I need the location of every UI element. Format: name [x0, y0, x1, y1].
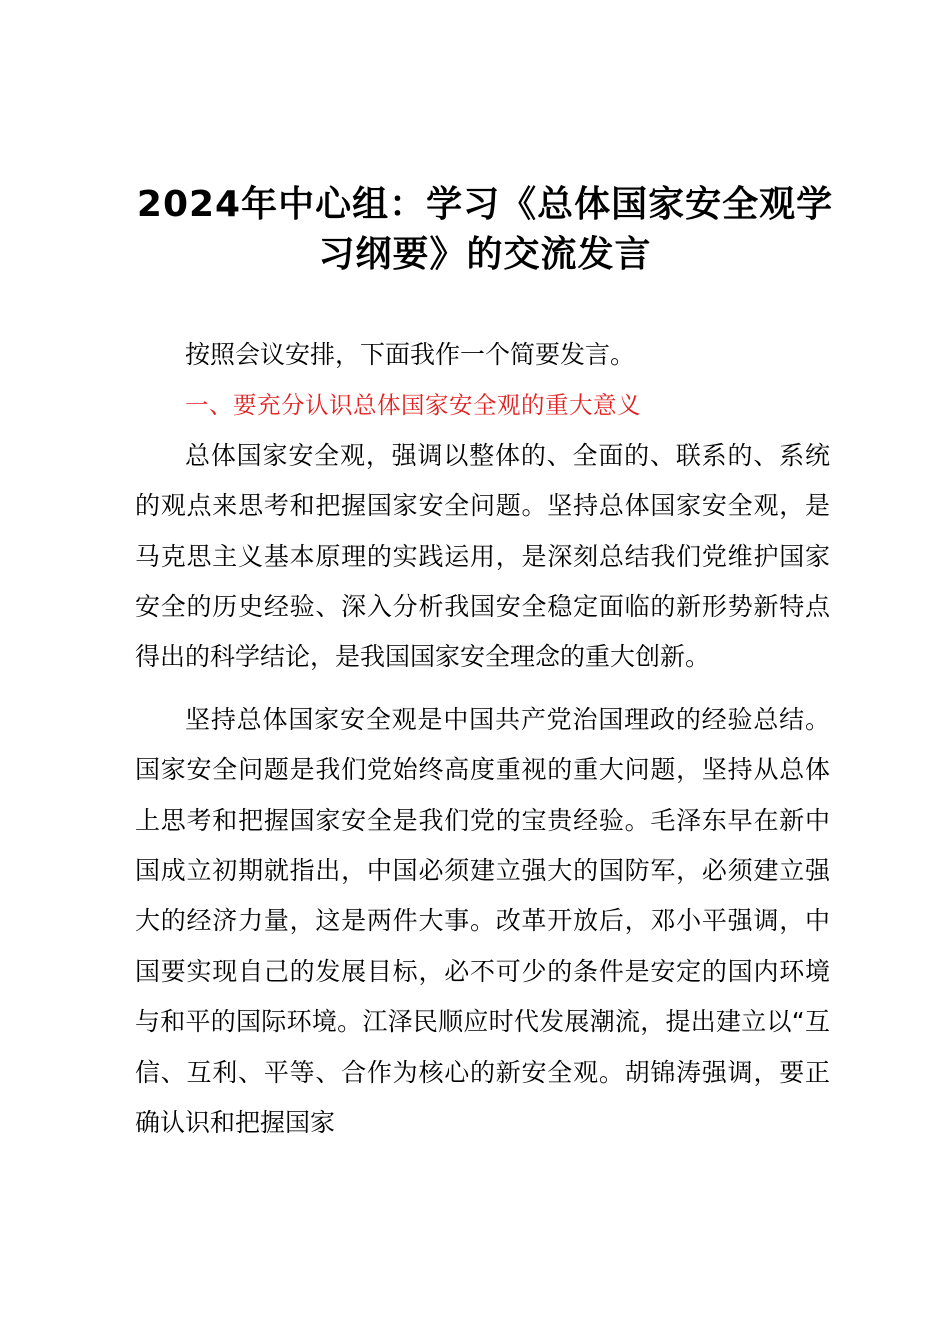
- body-paragraph-2: 坚持总体国家安全观是中国共产党治国理政的经验总结。国家安全问题是我们党始终高度重视的重大问题，坚持从总体上思考和把握国家安全是我们党的宝贵经验。毛泽东早在新中国成立初期就指出，中国必须建立强大的国防军，必须建立强大的经济力量，这是两件大事。改革开放后，邓小平强调，中国要实现自己的发展目标，必不可少的条件是安定的国内环境与和平的国际环境。江泽民顺应时代发展潮流，提出建立以“互信、互利、平等、合作为核心的新安全观。胡锦涛强调，要正确认识和把握国家: [135, 704, 830, 1138]
- intro-paragraph: 按照会议安排，下面我作一个简要发言。: [185, 340, 636, 369]
- document-body: [135, 330, 830, 1149]
- section-heading: 一、要充分认识总体国家安全观的重大意义: [185, 391, 641, 420]
- body-paragraph-1: 总体国家安全观，强调以整体的、全面的、联系的、系统的观点来思考和把握国家安全问题。坚持总体国家安全观，是马克思主义基本原理的实践运用，是深刻总结我们党维护国家安全的历史经验、深入分析我国安全稳定面临的新形势新特点得出的科学结论，是我国国家安全理念的重大创新。: [135, 440, 830, 672]
- document-title: 2024年中心组：学习《总体国家安全观学习纲要》的交流发言: [136, 184, 834, 275]
